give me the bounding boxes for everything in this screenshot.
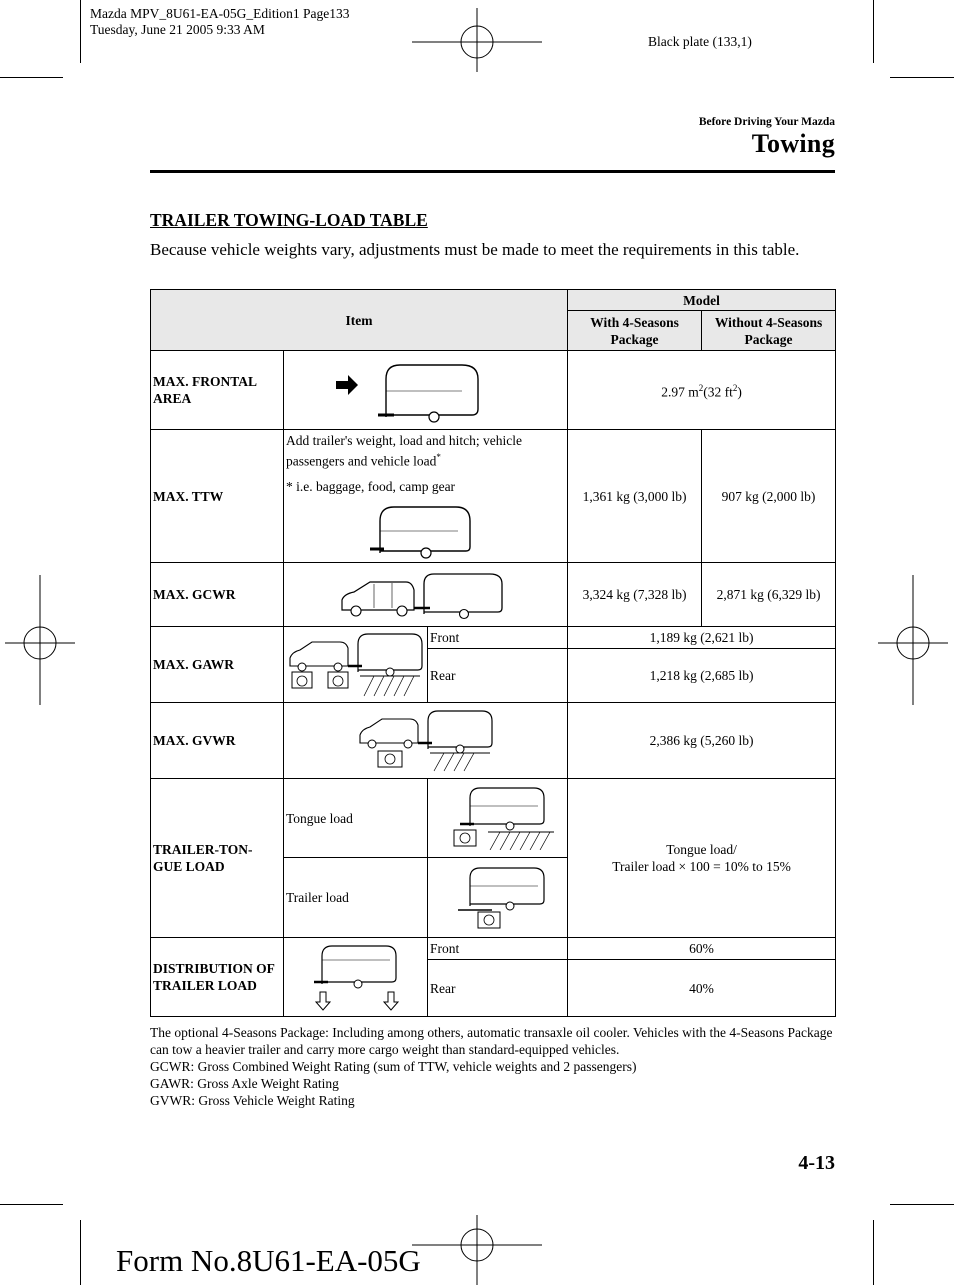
trailer-figure bbox=[366, 499, 486, 559]
footnote-item: GAWR: Gross Axle Weight Rating bbox=[150, 1076, 339, 1091]
distribution-illustration bbox=[284, 938, 428, 1017]
van-wheel-icon bbox=[397, 606, 407, 616]
distribution-front-label: Front bbox=[428, 938, 568, 960]
tongue-load-label: Tongue load bbox=[284, 779, 428, 858]
ttw-with-value: 1,361 kg (3,000 lb) bbox=[568, 430, 702, 563]
trailer-load-label: Trailer load bbox=[284, 858, 428, 938]
footnotes bbox=[150, 1024, 835, 1109]
frontal-area-illustration bbox=[284, 351, 568, 430]
header-rule bbox=[150, 170, 835, 173]
trailer-scale-figure bbox=[438, 866, 558, 930]
scale-icon bbox=[292, 672, 312, 688]
ttw-note: * i.e. baggage, food, camp gear bbox=[286, 478, 456, 494]
van-icon bbox=[290, 642, 348, 666]
gcwr-illustration bbox=[284, 563, 568, 627]
gawr-front-value: 1,189 kg (2,621 lb) bbox=[568, 627, 836, 649]
ground-hatch bbox=[490, 832, 550, 850]
row-label-gawr: MAX. GAWR bbox=[151, 627, 284, 703]
print-file-line: Mazda MPV_8U61-EA-05G_Edition1 Page133 bbox=[90, 6, 350, 21]
towing-load-table bbox=[150, 289, 836, 1017]
row-label-tongue-load: TRAILER-TON-GUE LOAD bbox=[151, 779, 284, 938]
van-wheel-icon bbox=[298, 663, 306, 671]
distribution-rear-value: 40% bbox=[568, 960, 836, 1017]
tongue-scale-figure bbox=[438, 786, 558, 850]
table-row bbox=[151, 563, 836, 627]
form-number: Form No.8U61-EA-05G bbox=[116, 1243, 421, 1278]
arrow-down-icon bbox=[316, 992, 330, 1010]
load-distribution-figure bbox=[306, 942, 406, 1012]
registration-mark-top bbox=[412, 8, 542, 72]
trailer-wheel-icon bbox=[456, 745, 464, 753]
header-without-package: Without 4-Seasons Package bbox=[702, 311, 836, 351]
scale-icon bbox=[478, 912, 500, 928]
trailer-wheel-icon bbox=[421, 548, 431, 558]
gvwr-value: 2,386 kg (5,260 lb) bbox=[568, 703, 836, 779]
trailer-wheel-icon bbox=[429, 412, 439, 422]
gcwr-without-value: 2,871 kg (6,329 lb) bbox=[702, 563, 836, 627]
intro-paragraph: Because vehicle weights vary, adjustments must be made to meet the requirements in this table. bbox=[150, 240, 800, 259]
ground-hatch bbox=[364, 676, 414, 696]
ground-hatch bbox=[434, 753, 474, 771]
section-heading: TRAILER TOWING-LOAD TABLE bbox=[150, 210, 428, 230]
trailer-icon bbox=[470, 788, 544, 826]
trailer-load-illustration bbox=[428, 858, 568, 938]
page-number: 4-13 bbox=[798, 1152, 835, 1174]
trailer-icon bbox=[380, 507, 470, 553]
table-row bbox=[151, 703, 836, 779]
distribution-rear-label: Rear bbox=[428, 960, 568, 1017]
trailer-arrow-figure bbox=[326, 357, 526, 423]
row-label-gvwr: MAX. GVWR bbox=[151, 703, 284, 779]
row-label-frontal-area: MAX. FRONTAL AREA bbox=[151, 351, 284, 430]
trailer-icon bbox=[424, 574, 502, 614]
tongue-load-value: Tongue load/ Trailer load × 100 = 10% to 15% bbox=[568, 779, 836, 938]
gawr-rear-label: Rear bbox=[428, 649, 568, 703]
gawr-illustration bbox=[284, 627, 428, 703]
scale-icon bbox=[328, 672, 348, 688]
trailer-icon bbox=[322, 946, 396, 984]
print-info bbox=[90, 6, 349, 38]
table-row bbox=[151, 351, 836, 430]
ttw-without-value: 907 kg (2,000 lb) bbox=[702, 430, 836, 563]
footnote-item: GCWR: Gross Combined Weight Rating (sum of TTW, vehicle weights and 2 passengers) bbox=[150, 1059, 637, 1074]
ttw-description: Add trailer's weight, load and hitch; vehicle passengers and vehicle load bbox=[286, 433, 522, 469]
arrow-right-icon bbox=[336, 375, 358, 395]
table-row bbox=[151, 779, 836, 858]
van-wheel-icon bbox=[404, 740, 412, 748]
row-label-gcwr: MAX. GCWR bbox=[151, 563, 284, 627]
trailer-icon bbox=[358, 634, 422, 672]
table-header-row bbox=[151, 290, 836, 311]
table-row bbox=[151, 627, 836, 649]
gawr-rear-value: 1,218 kg (2,685 lb) bbox=[568, 649, 836, 703]
table-row bbox=[151, 430, 836, 563]
gcwr-with-value: 3,324 kg (7,328 lb) bbox=[568, 563, 702, 627]
trailer-wheel-icon bbox=[459, 609, 468, 618]
header-model: Model bbox=[568, 290, 836, 311]
registration-mark-left bbox=[5, 575, 75, 705]
trailer-wheel-icon bbox=[506, 902, 514, 910]
footnote-item: GVWR: Gross Vehicle Weight Rating bbox=[150, 1093, 355, 1108]
van-wheel-icon bbox=[368, 740, 376, 748]
trailer-wheel-icon bbox=[386, 668, 394, 676]
trailer-icon bbox=[428, 711, 492, 749]
scale-icon bbox=[378, 751, 402, 767]
vehicle-scale-figure bbox=[356, 709, 496, 773]
van-wheel-icon bbox=[334, 663, 342, 671]
ttw-description-cell: Add trailer's weight, load and hitch; vehicle passengers and vehicle load* * i.e. baggage, food, camp gear bbox=[284, 430, 568, 563]
trailer-wheel-icon bbox=[354, 980, 362, 988]
distribution-front-value: 60% bbox=[568, 938, 836, 960]
tongue-load-illustration bbox=[428, 779, 568, 858]
row-label-distribution: DISTRIBUTION OF TRAILER LOAD bbox=[151, 938, 284, 1017]
axle-scale-figure bbox=[286, 632, 426, 698]
footnote-item: The optional 4-Seasons Package: Including among others, automatic transaxle oil cooler. Vehicles with the 4-Seasons Package can tow a heavier trailer and carry more cargo weight than standard-equipped vehicles. bbox=[150, 1025, 833, 1057]
trailer-wheel-icon bbox=[506, 822, 514, 830]
print-date-line: Tuesday, June 21 2005 9:33 AM bbox=[90, 22, 265, 37]
gawr-front-label: Front bbox=[428, 627, 568, 649]
table-row bbox=[151, 938, 836, 960]
row-label-ttw: MAX. TTW bbox=[151, 430, 284, 563]
section-title: Before Driving Your Mazda bbox=[698, 116, 835, 128]
plate-info: Black plate (133,1) bbox=[648, 34, 752, 49]
frontal-area-value: 2.97 $m^2(32$ $ft^2$) bbox=[568, 351, 836, 430]
registration-mark-bottom bbox=[412, 1215, 542, 1285]
van-wheel-icon bbox=[351, 606, 361, 616]
header-with-package: With 4-Seasons Package bbox=[568, 311, 702, 351]
arrow-down-icon bbox=[384, 992, 398, 1010]
trailer-icon bbox=[470, 868, 544, 906]
van-trailer-figure bbox=[336, 570, 516, 620]
page-title: Towing bbox=[751, 129, 835, 158]
gvwr-illustration bbox=[284, 703, 568, 779]
scale-icon bbox=[454, 830, 476, 846]
registration-mark-right bbox=[878, 575, 948, 705]
van-icon bbox=[360, 719, 418, 743]
header-item: Item bbox=[151, 290, 568, 351]
